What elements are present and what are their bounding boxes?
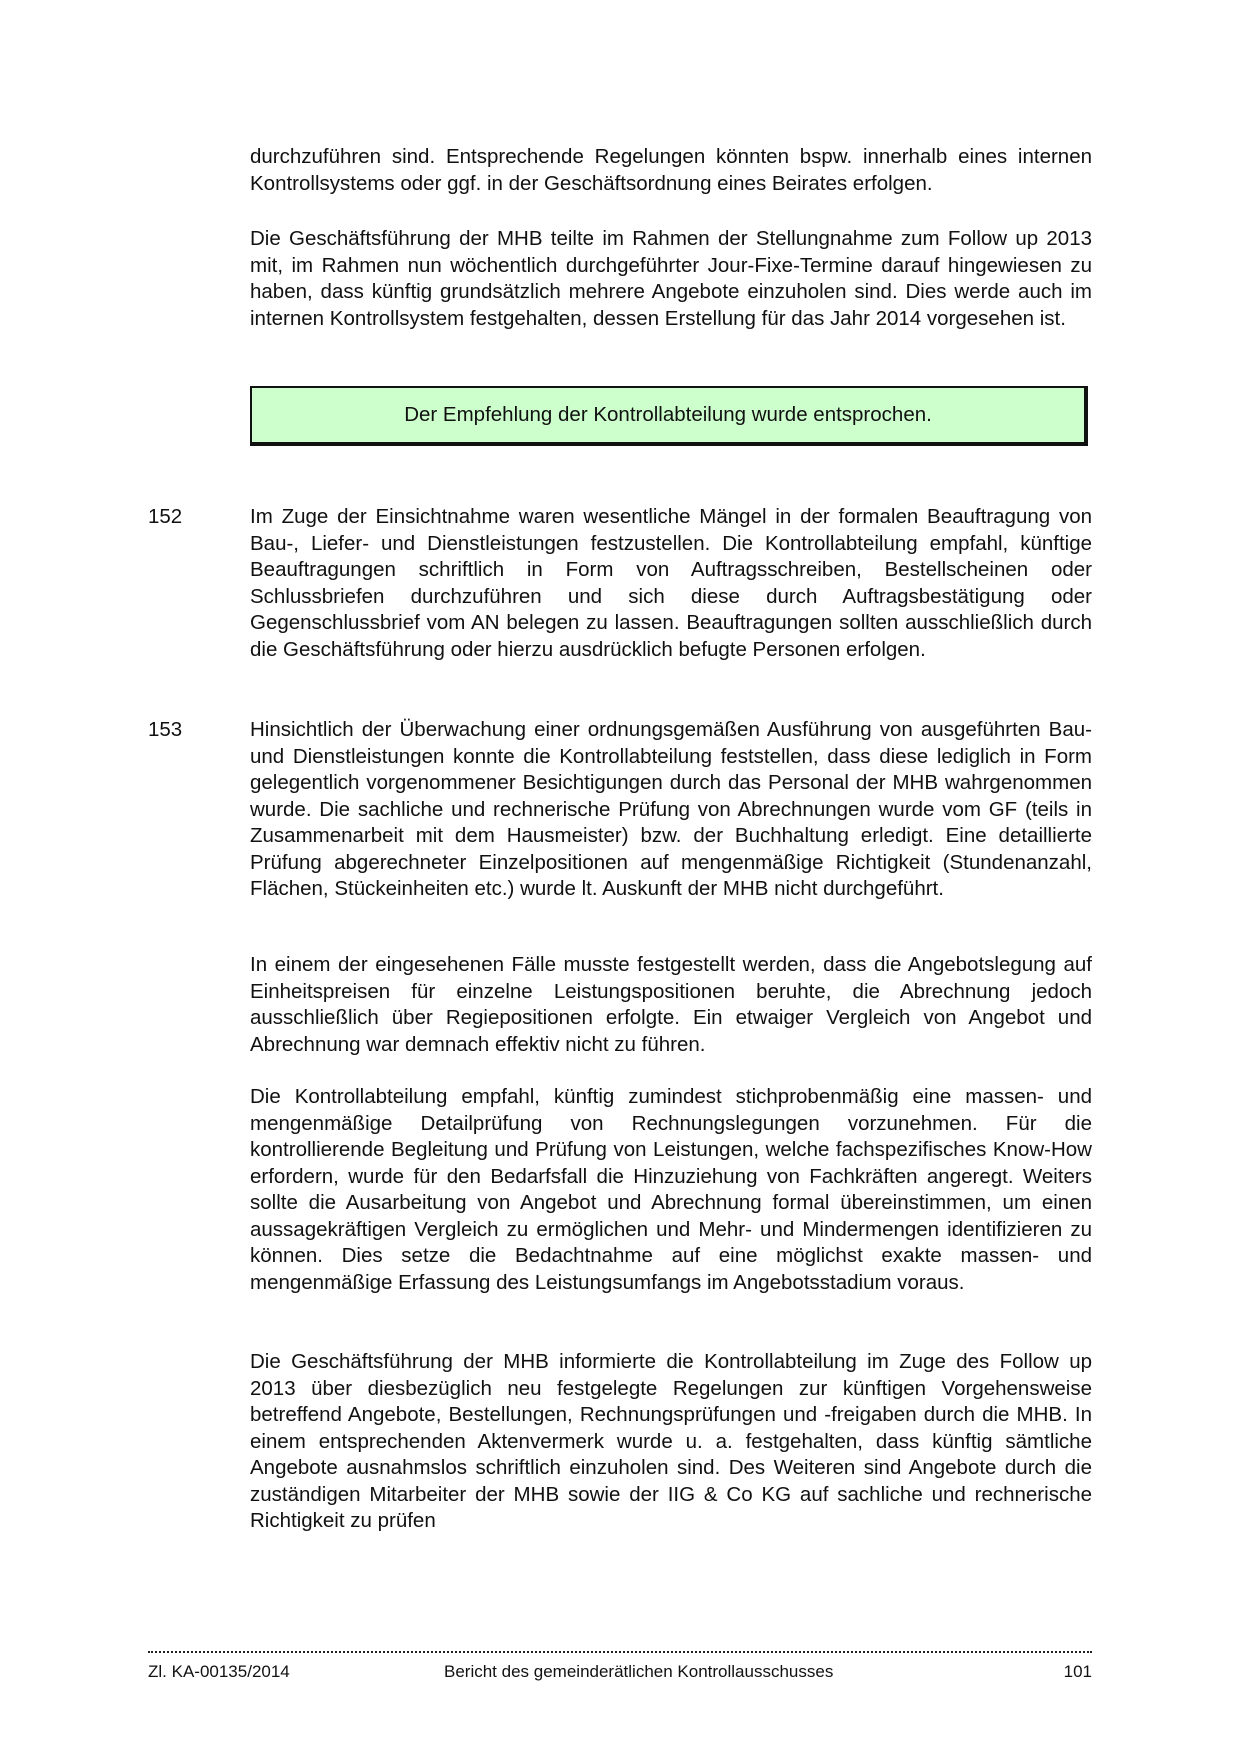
paragraph: durchzuführen sind. Entsprechende Regelungen könnten bspw. innerhalb eines internen Kontrollsystems oder ggf. in der Geschäftsordnung eines Beirates erfolgen.: [250, 145, 1092, 195]
continuation-block-2: [250, 226, 1092, 332]
continuation-block: [250, 144, 1092, 197]
paragraph: Hinsichtlich der Überwachung einer ordnungsgemäßen Ausführung von ausgeführten Bau- und Dienstleistungen konnte die Kontrollabteilung feststellen, dass diese lediglich in Form gelegentlich vorgenommener Besichtigungen durch das Personal der MHB wahrgenommen wurde. Die sachliche und rechnerische Prüfung von Abrechnungen wurde vom GF (teils in Zusammenarbeit mit dem Hausmeister) bzw. der Buchhaltung erledigt. Eine detaillierte Prüfung abgerechneter Einzelpositionen auf mengenmäßige Richtigkeit (Stundenanzahl, Flächen, Stückeinheiten etc.) wurde lt. Auskunft der MHB nicht durchgeführt.: [250, 718, 1092, 900]
paragraph: Im Zuge der Einsichtnahme waren wesentliche Mängel in der formalen Beauftragung von Bau-, Liefer- und Dienstleistungen festzustellen. Die Kontrollabteilung empfahl, künftige Beauftragungen schriftlich in Form von Auftragsschreiben, Bestellscheinen oder Schlussbriefen durchzuführen und sich diese durch Auftragsbestätigung oder Gegenschlussbrief vom AN belegen zu lassen. Beauftragungen sollten ausschließlich durch die Geschäftsführung oder hierzu ausdrücklich befugte Personen erfolgen.: [250, 505, 1092, 661]
paragraph: Die Geschäftsführung der MHB teilte im Rahmen der Stellungnahme zum Follow up 2013 mit, im Rahmen nun wöchentlich durchgeführter Jour-Fixe-Termine darauf hingewiesen zu haben, dass künftig grundsätzlich mehrere Angebote einzuholen sind. Dies werde auch im internen Kontrollsystem festgehalten, dessen Erstellung für das Jahr 2014 vorgesehen ist.: [250, 227, 1092, 330]
document-reference: Zl. KA-00135/2014: [148, 1662, 290, 1681]
paragraph-number: 152: [148, 505, 183, 528]
page-footer: [148, 1660, 1092, 1684]
recommendation-status-box: [250, 386, 1088, 446]
paragraph: Die Kontrollabteilung empfahl, künftig zumindest stichprobenmäßig eine massen- und mengenmäßige Detailprüfung von Rechnungslegungen vorzunehmen. Für die kontrollierende Begleitung und Prüfung von Leistungen, welche fachspezifisches Know-How erfordern, wurde für den Bedarfsfall die Hinzuziehung von Fachkräften angeregt. Weiters sollte die Ausarbeitung von Angebot und Abrechnung formal übereinstimmen, um einen aussagekräftigen Vergleich zu ermöglichen und Mehr- und Mindermengen identifizieren zu können. Dies setze die Bedachtnahme auf eine möglichst exakte massen- und mengenmäßige Erfassung des Leistungsumfangs im Angebotsstadium voraus.: [250, 1085, 1092, 1294]
report-title: Bericht des gemeinderätlichen Kontrollausschusses: [444, 1662, 834, 1681]
paragraph: Die Geschäftsführung der MHB informierte die Kontrollabteilung im Zuge des Follow up 2013 über diesbezüglich neu festgelegte Regelungen zur künftigen Vorgehensweise betreffend Angebote, Bestellungen, Rechnungsprüfungen und -freigaben durch die MHB. In einem entsprechenden Aktenvermerk wurde u. a. festgehalten, dass künftig sämtliche Angebote ausnahmslos schriftlich einzuholen sind. Des Weiteren sind Angebote durch die zuständigen Mitarbeiter der MHB sowie der IIG & Co KG auf sachliche und rechnerische Richtigkeit zu prüfen: [250, 1350, 1092, 1532]
footer-divider: [148, 1651, 1092, 1653]
page-number: 101: [1063, 1662, 1092, 1681]
paragraph: In einem der eingesehenen Fälle musste festgestellt werden, dass die Angebotslegung auf Einheitspreisen für einzelne Leistungspositionen beruhte, die Abrechnung jedoch ausschließlich über Regiepositionen erfolgte. Ein etwaiger Vergleich von Angebot und Abrechnung war demnach effektiv nicht zu führen.: [250, 953, 1092, 1056]
recommendation-status-text: Der Empfehlung der Kontrollabteilung wurde entsprochen.: [404, 403, 932, 426]
paragraph-number: 153: [148, 718, 183, 741]
